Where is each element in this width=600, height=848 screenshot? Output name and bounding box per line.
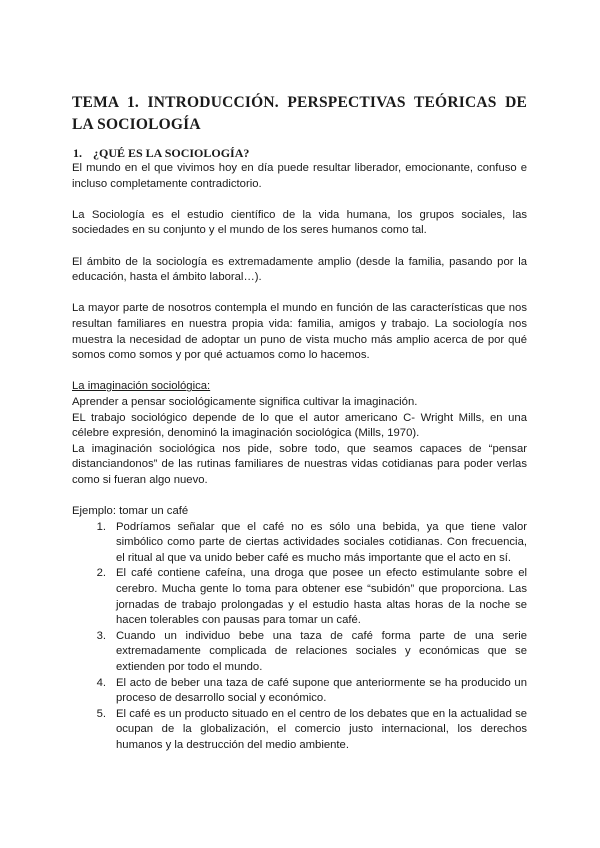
paragraph: EL trabajo sociológico depende de lo que el autor americano C- Wright Mills, en una célebre expresión, denominó la imaginación sociológica (Mills, 1970). — [72, 411, 527, 440]
list-item — [72, 676, 527, 707]
list-item-text: Cuando un individuo bebe una taza de café forma parte de una serie extremadamente complicada de relaciones sociales y económicas que se extienden por todo el mundo. — [116, 629, 527, 673]
paragraph: Aprender a pensar sociológicamente significa cultivar la imaginación. — [72, 395, 418, 408]
paragraph: El ámbito de la sociología es extremadamente amplio (desde la familia, pasando por la educación, hasta el ámbito laboral…). — [72, 255, 527, 284]
subheading-imaginacion: La imaginación sociológica: — [72, 380, 211, 393]
list-item — [72, 629, 527, 676]
document-title: TEMA 1. INTRODUCCIÓN. PERSPECTIVAS TEÓRICAS DE LA SOCIOLOGÍA — [72, 94, 527, 133]
list-item — [72, 707, 527, 754]
document-page — [72, 92, 527, 754]
list-item-number: 4. — [96, 676, 106, 689]
section-heading — [72, 146, 527, 160]
list-item-text: Podríamos señalar que el café no es sólo una bebida, ya que tiene valor simbólico como parte de ciertas actividades sociales cotidianas. Con frecuencia, el ritual al que va unido beber café es mucho más importante que el acto en sí. — [116, 520, 527, 564]
list-item-number: 5. — [96, 707, 106, 720]
paragraph: La imaginación sociológica nos pide, sobre todo, que seamos capaces de “pensar distanciandonos” de las rutinas familiares de nuestras vidas cotidianas para poder verlas como si fueran algo nuevo. — [72, 442, 527, 486]
paragraph: El mundo en el que vivimos hoy en día puede resultar liberador, emocionante, confuso e incluso completamente contradictorio. — [72, 162, 527, 190]
list-item — [72, 520, 527, 567]
paragraph: La Sociología es el estudio científico de la vida humana, los grupos sociales, las sociedades en su conjunto y el mundo de los seres humanos como tal. — [72, 208, 527, 237]
subheading-ejemplo: Ejemplo: tomar un café — [72, 505, 189, 518]
section-title: ¿QUÉ ES LA SOCIOLOGÍA? — [93, 146, 250, 160]
list-item-text: El acto de beber una taza de café supone que anteriormente se ha producido un proceso de desarrollo social y económico. — [116, 676, 527, 705]
list-item-number: 1. — [96, 520, 106, 533]
paragraph: La mayor parte de nosotros contempla el mundo en función de las características que nos resultan familiares en nuestra propia vida: familia, amigos y trabajo. La sociología nos muestra la necesidad de adoptar un puno de vista mucho más amplio acerca de por qué somos como somos y por qué actuamos como lo hacemos. — [72, 302, 527, 362]
section-number: 1. — [73, 146, 82, 160]
list-item-text: El café contiene cafeína, una droga que posee un efecto estimulante sobre el cerebro. Mucha gente lo toma para obtener ese “subidón” que proporciona. Las jornadas de trabajo prolongadas y el estudio hasta altas horas de la noche se hacen tolerables con pausas para tomar un café. — [116, 567, 527, 627]
list-item-number: 3. — [96, 629, 106, 642]
list-item-number: 2. — [96, 567, 106, 580]
example-list — [72, 520, 527, 754]
list-item-text: El café es un producto situado en el centro de los debates que en la actualidad se ocupan de la globalización, el comercio justo internacional, los derechos humanos y la destrucción del medio ambiente. — [116, 707, 527, 751]
list-item — [72, 566, 527, 628]
